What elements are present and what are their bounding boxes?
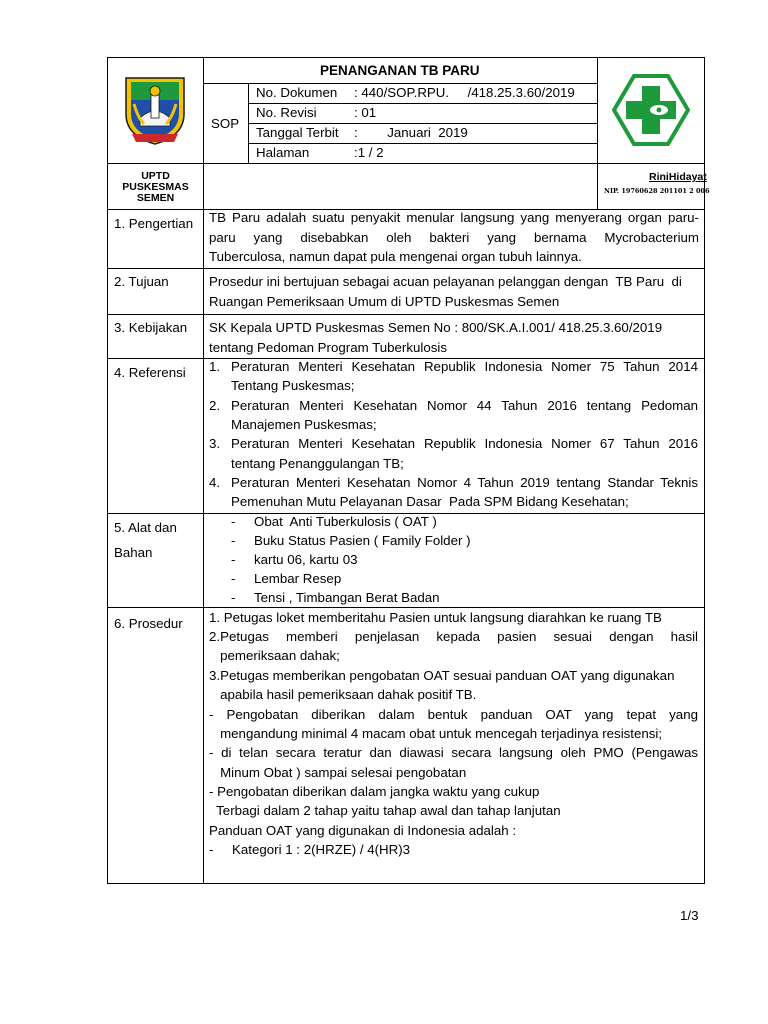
page-label: Halaman	[256, 145, 310, 160]
tujuan-line: Prosedur ini bertujuan sebagai acuan pelayanan pelanggan dengan TB Paru di	[209, 274, 682, 289]
page-value: :1 / 2	[354, 145, 384, 160]
section-label-prosedur: 6. Prosedur	[114, 616, 183, 631]
issue-date-label: Tanggal Terbit	[256, 125, 339, 140]
alat-bullet: -	[231, 590, 236, 605]
revision-label: No. Revisi	[256, 105, 317, 120]
tujuan-line: Ruangan Pemeriksaan Umum di UPTD Puskesmas Semen	[209, 294, 560, 309]
page-number: 1/3	[680, 908, 699, 923]
prosedur-line: mengandung minimal 4 macam obat untuk mencegah terjadinya resistensi;	[209, 726, 663, 741]
section-label-tujuan: 2. Tujuan	[114, 274, 169, 289]
referensi-line: Peraturan Menteri Kesehatan Republik Indonesia Nomer 75 Tahun 2014	[231, 359, 698, 374]
referensi-number: 2.	[209, 398, 221, 413]
document-title: PENANGANAN TB PARU	[320, 63, 480, 78]
prosedur-line: Terbagi dalam 2 tahap yaitu tahap awal dan tahap lanjutan	[209, 803, 561, 818]
referensi-line: Peraturan Menteri Kesehatan Republik Indonesia Nomer 67 Tahun 2016	[231, 436, 698, 451]
section-label-alat: 5. Alat dan	[114, 520, 177, 535]
prosedur-line: apabila hasil pemeriksaan dahak positif TB.	[209, 687, 477, 702]
referensi-number: 4.	[209, 475, 221, 490]
referensi-line: Manajemen Puskesmas;	[231, 417, 377, 432]
org-line: SEMEN	[136, 192, 175, 204]
pengertian-line: Tuberculosa, namun dapat pula mengenai organ tubuh lainnya.	[209, 249, 582, 264]
signer-name: RiniHidayat	[649, 171, 707, 183]
prosedur-line: - Pengobatan diberikan dalam jangka waktu yang cukup	[209, 784, 540, 799]
prosedur-line: 3.Petugas memberikan pengobatan OAT sesuai panduan OAT yang digunakan	[209, 668, 675, 683]
referensi-line: Tentang Puskesmas;	[231, 378, 355, 393]
alat-item: Lembar Resep	[254, 571, 342, 586]
alat-item: Tensi , Timbangan Berat Badan	[254, 590, 440, 605]
section-label-bahan: Bahan	[114, 545, 153, 560]
revision-value: : 01	[354, 105, 377, 120]
prosedur-line: - Pengobatan diberikan dalam bentuk panduan OAT yang tepat yang	[209, 707, 698, 722]
doc-number-value: : 440/SOP.RPU. /418.25.3.60/2019	[354, 85, 575, 100]
alat-bullet: -	[231, 533, 236, 548]
alat-item: Obat Anti Tuberkulosis ( OAT )	[254, 514, 437, 529]
referensi-number: 3.	[209, 436, 221, 451]
kebijakan-line: SK Kepala UPTD Puskesmas Semen No : 800/SK.A.I.001/ 418.25.3.60/2019	[209, 320, 663, 335]
prosedur-line: Panduan OAT yang digunakan di Indonesia adalah :	[209, 823, 517, 838]
referensi-line: Peraturan Menteri Kesehatan Nomor 44 Tahun 2016 tentang Pedoman	[231, 398, 698, 413]
kebijakan-line: tentang Pedoman Program Tuberkulosis	[209, 340, 447, 355]
prosedur-item: Kategori 1 : 2(HRZE) / 4(HR)3	[232, 842, 411, 857]
pengertian-line: paru yang disebabkan oleh bakteri yang bernama Mycrobacterium	[209, 230, 699, 245]
prosedur-line: pemeriksaan dahak;	[209, 648, 340, 663]
doc-number-label: No. Dokumen	[256, 85, 338, 100]
referensi-number: 1.	[209, 359, 221, 374]
alat-bullet: -	[231, 571, 236, 586]
alat-bullet: -	[231, 552, 236, 567]
prosedur-line: Minum Obat ) sampai selesai pengobatan	[209, 765, 467, 780]
org-name	[108, 171, 203, 204]
org-line: PUSKESMAS	[122, 181, 189, 193]
alat-item: Buku Status Pasien ( Family Folder )	[254, 533, 471, 548]
prosedur-line: 1. Petugas loket memberitahu Pasien untuk langsung diarahkan ke ruang TB	[209, 610, 662, 625]
prosedur-line: 2.Petugas memberi penjelasan kepada pasien sesuai dengan hasil	[209, 629, 698, 644]
referensi-line: Pemenuhan Mutu Pelayanan Dasar Pada SPM Bidang Kesehatan;	[231, 494, 629, 509]
alat-item: kartu 06, kartu 03	[254, 552, 358, 567]
referensi-line: tentang Penanggulangan TB;	[231, 456, 404, 471]
section-label-pengertian: 1. Pengertian	[114, 216, 194, 231]
pengertian-line: TB Paru adalah suatu penyakit menular langsung yang menyerang organ paru-	[209, 210, 699, 225]
referensi-line: Peraturan Menteri Kesehatan Nomor 4 Tahun 2019 tentang Standar Teknis	[231, 475, 698, 490]
alat-bullet: -	[231, 514, 236, 529]
org-line: UPTD	[141, 170, 170, 182]
section-label-referensi: 4. Referensi	[114, 365, 186, 380]
signer-nip: NIP. 19760628 201101 2 006	[604, 187, 710, 195]
puskesmas-logo	[612, 74, 690, 146]
sop-label: SOP	[211, 116, 240, 131]
section-label-kebijakan: 3. Kebijakan	[114, 320, 188, 335]
issue-date-value: : Januari 2019	[354, 125, 468, 140]
regency-emblem-logo	[120, 74, 190, 146]
prosedur-line: - di telan secara teratur dan diawasi secara langsung oleh PMO (Pengawas	[209, 745, 698, 760]
prosedur-bullet: -	[209, 842, 214, 857]
